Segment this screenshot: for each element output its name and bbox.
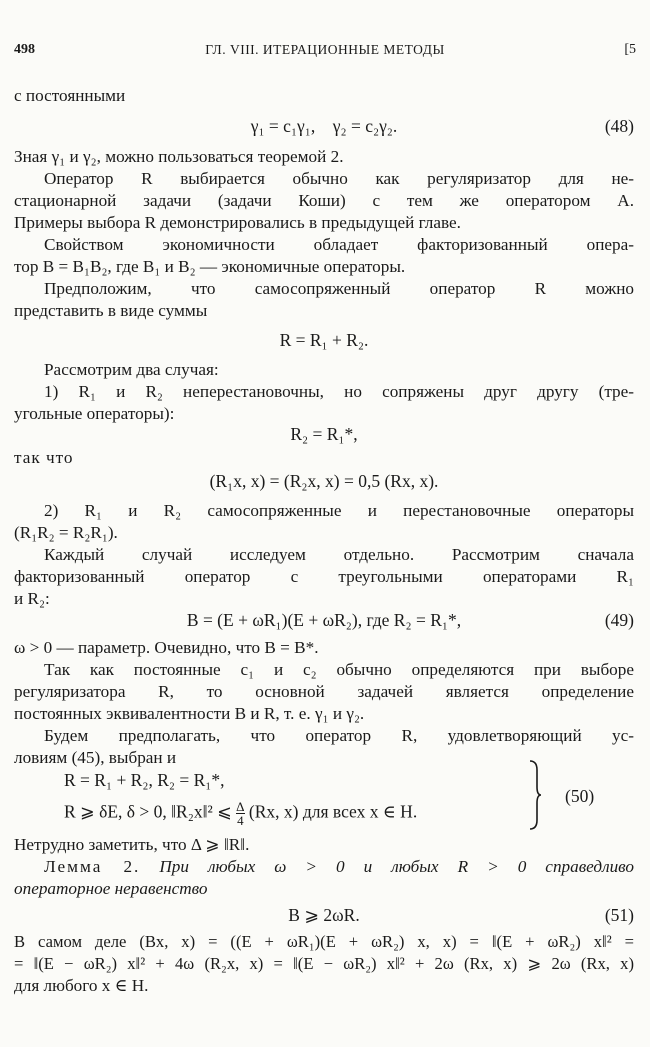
text-line: операторное неравенство — [14, 879, 208, 898]
text-line — [14, 856, 634, 878]
fraction-denominator: 4 — [237, 813, 244, 828]
chapter-title: ГЛ. VIII. ИТЕРАЦИОННЫЕ МЕТОДЫ — [205, 42, 445, 57]
text-line: Предположим, что самосопряженный оператор R можно — [44, 279, 634, 298]
text-line: Свойством экономичности обладает факторизованный опера- — [44, 235, 634, 254]
text-line: тор B = B₁B₂, где B₁ и B₂ — экономичные операторы. — [14, 257, 406, 276]
equation-48 — [14, 116, 634, 137]
text-line: 2) R₁ и R₂ самосопряженные и перестановочные операторы — [44, 501, 634, 520]
lemma-statement: При любых ω > 0 и любых R > 0 справедливо — [159, 857, 634, 876]
equation-50-part-a: R ⩾ δE, δ > 0, ‖R₂x‖² ⩽ — [64, 801, 232, 822]
text-line: представить в виде суммы — [14, 301, 208, 320]
right-brace-icon — [528, 760, 542, 830]
text-line: Зная γ₁ и γ₂, можно пользоваться теоремой 2. — [14, 147, 344, 166]
equation-sum: R = R₁ + R₂. — [279, 330, 369, 350]
equation-49-body: B = (E + ωR₁)(E + ωR₂), где R₂ = R₁*, — [186, 610, 462, 630]
equation-49 — [14, 610, 634, 631]
text-line: Примеры выбора R демонстрировались в предыдущей главе. — [14, 213, 461, 232]
text-line: факторизованный оператор с треугольными операторами R₁ — [14, 567, 634, 586]
equation-half: (R₁x, x) = (R₂x, x) = 0,5 (Rx, x). — [209, 471, 439, 491]
text-line: так что — [14, 448, 74, 467]
text-line: Каждый случай исследуем отдельно. Рассмотрим сначала — [44, 545, 634, 564]
text-line: ловиям (45), выбран и — [14, 748, 177, 767]
equation-50-line-2 — [64, 800, 417, 827]
equation-50-line-1: R = R₁ + R₂, R₂ = R₁*, — [64, 770, 225, 790]
text-line: Будем предполагать, что оператор R, удовлетворяющий ус- — [44, 726, 634, 745]
equation-51 — [14, 905, 634, 926]
text-line: Нетрудно заметить, что Δ ⩾ ‖R‖. — [14, 835, 250, 854]
equation-48-part-b: γ₂ = c₂γ₂. — [332, 116, 398, 136]
text-line: с постоянными — [14, 86, 126, 105]
text-fragment: γ₁ и γ₂. — [314, 704, 365, 723]
equation-adjoint: R₂ = R₁*, — [290, 424, 358, 444]
text-line: для любого x ∈ H. — [14, 976, 149, 995]
equation-number: (49) — [604, 610, 634, 630]
text-fragment: постоянных эквивалентности B и R, т. е. — [14, 704, 311, 723]
running-header — [14, 42, 636, 62]
text-line: 1) R₁ и R₂ неперестановочны, но сопряжены друг другу (тре- — [44, 382, 634, 401]
text-line: угольные операторы): — [14, 404, 175, 423]
section-number: [5 — [624, 42, 636, 57]
text-line: = ‖(E − ωR₂) x‖² + 4ω (R₂x, x) = ‖(E − ωR₂) x‖² + 2ω (Rx, x) ⩾ 2ω (Rx, x) — [14, 954, 634, 973]
text-line — [14, 703, 634, 725]
equation-number: (51) — [604, 905, 634, 925]
lemma-label: Лемма 2. — [44, 857, 141, 876]
text-line: (R₁R₂ = R₂R₁). — [14, 523, 118, 542]
equation-51-body: B ⩾ 2ωR. — [288, 905, 360, 925]
fraction-numerator: Δ — [236, 799, 245, 814]
text-line: стационарной задачи (задачи Коши) с тем же оператором A. — [14, 191, 634, 210]
page-number: 498 — [14, 42, 35, 57]
text-line: регуляризатора R, то основной задачей является определение — [14, 682, 634, 701]
text-line: Рассмотрим два случая: — [44, 360, 219, 379]
text-line: Так как постоянные c₁ и c₂ обычно определяются при выборе — [44, 660, 634, 679]
text-line: и R₂: — [14, 589, 50, 608]
equation-number: (50) — [565, 786, 595, 806]
equation-number: (48) — [604, 116, 634, 136]
text-line: В самом деле (Bx, x) = ((E + ωR₁)(E + ωR₂) x, x) = ‖(E + ωR₂) x‖² = — [14, 932, 634, 951]
equation-50-part-b: (Rx, x) для всех x ∈ H. — [248, 801, 418, 822]
text-line: Оператор R выбирается обычно как регуляризатор для не- — [44, 169, 634, 188]
text-line: ω > 0 — параметр. Очевидно, что B = B*. — [14, 638, 319, 657]
equation-48-part-a: γ₁ = c₁γ₁, — [250, 116, 316, 136]
